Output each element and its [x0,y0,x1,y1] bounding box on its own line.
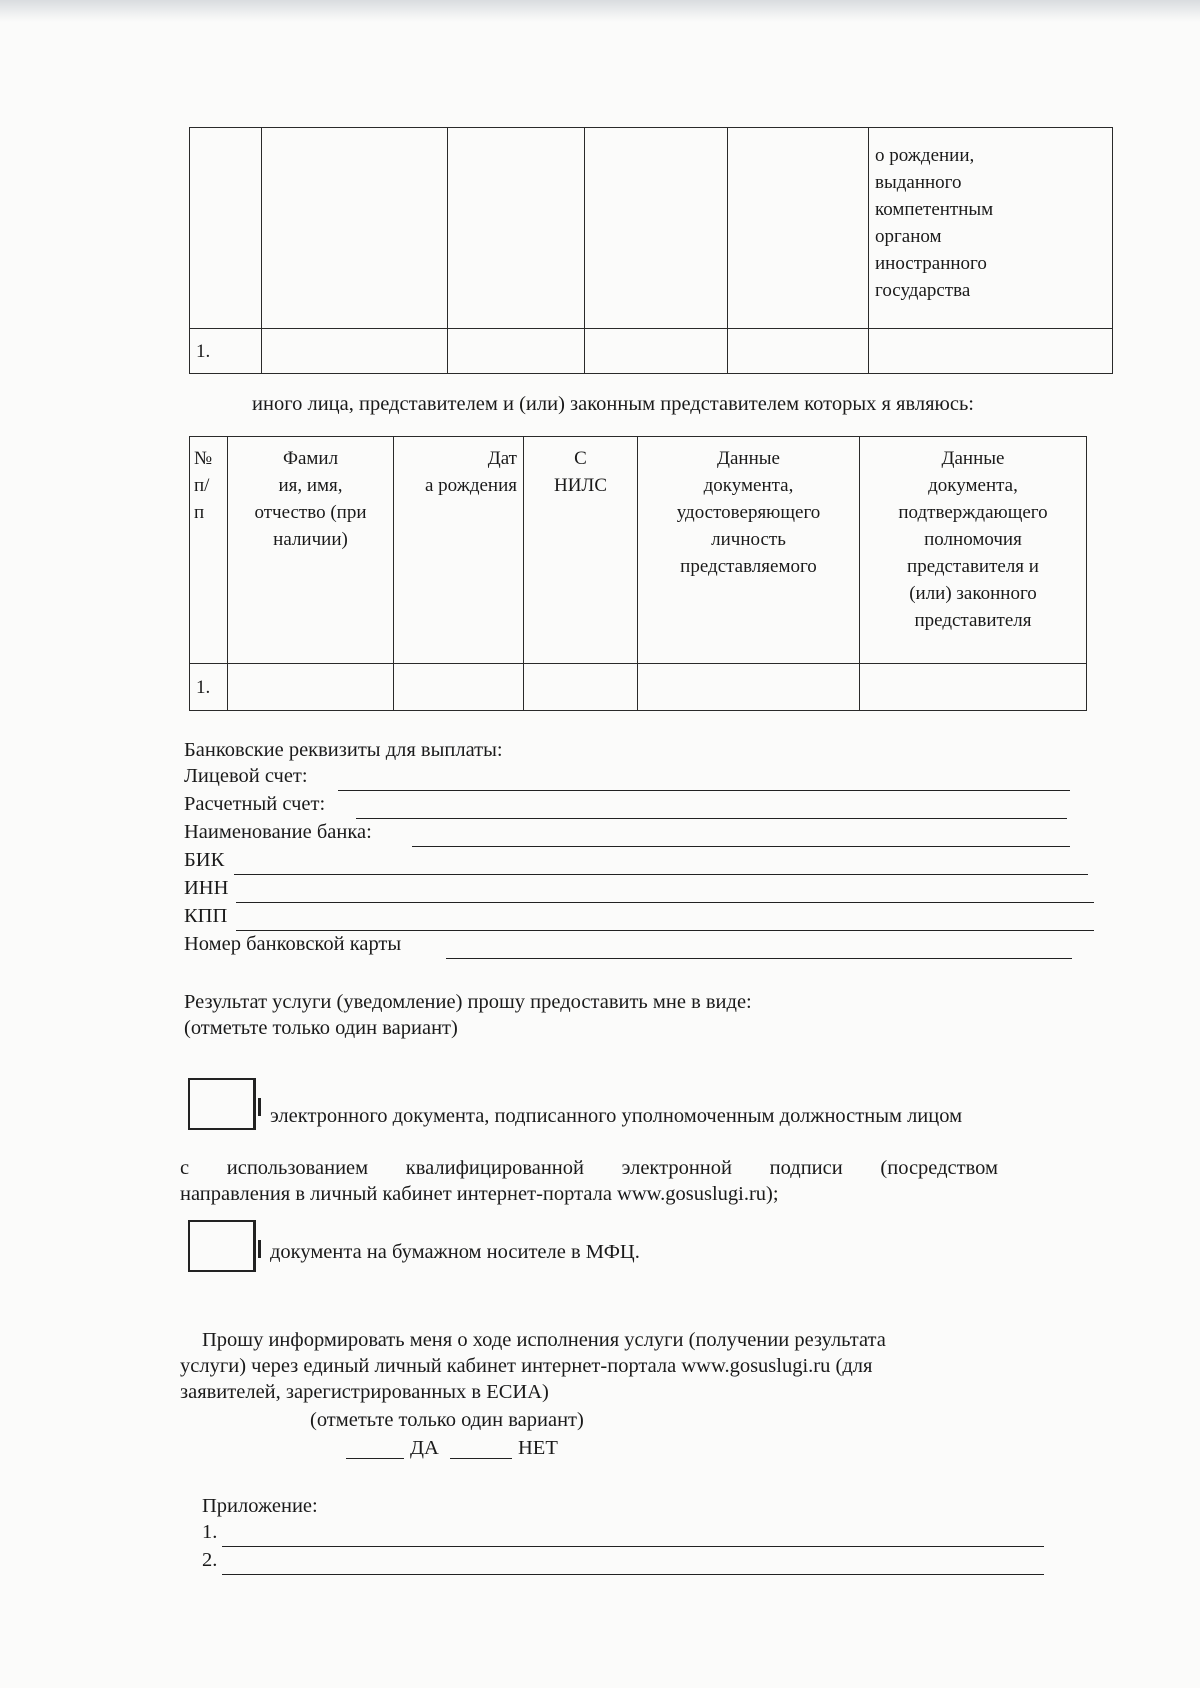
field-no[interactable] [450,1458,512,1459]
table-cell-empty[interactable] [394,664,524,711]
table-header-birth-certificate: о рождении, выданного компетентным органом иностранного государства [869,128,1113,329]
table-cell [190,128,262,329]
label-no: НЕТ [518,1437,558,1459]
table-cell-empty[interactable] [638,664,860,711]
label-bik: БИК [184,849,225,871]
label-settlement-account: Расчетный счет: [184,793,326,815]
field-kpp[interactable] [236,930,1094,931]
field-card-number[interactable] [446,958,1072,959]
table-cell-empty[interactable] [524,664,638,711]
scan-top-shadow [0,0,1200,22]
children-table-continued [189,127,1113,374]
inform-text-1: Прошу информировать меня о ходе исполнения услуги (получении результата [202,1329,886,1351]
field-attachment-2[interactable] [222,1574,1044,1575]
table-cell-empty[interactable] [585,329,728,374]
row-number: 1. [190,664,228,711]
table-cell [262,128,448,329]
checkbox-electronic[interactable] [188,1078,256,1130]
field-personal-account[interactable] [338,790,1070,791]
attachment-item-2: 2. [202,1549,218,1571]
option-electronic-text-end: направления в личный кабинет интернет-портала www.gosuslugi.ru); [180,1183,779,1205]
field-yes[interactable] [346,1458,404,1459]
table-cell-empty[interactable] [860,664,1087,711]
result-text: Результат услуги (уведомление) прошу предоставить мне в виде: [184,991,752,1013]
label-bank-name: Наименование банка: [184,821,372,843]
table-row [190,664,1087,711]
header-number: № п/ п [190,437,228,664]
attachment-item-1: 1. [202,1521,218,1543]
header-identity-document: Данные документа, удостоверяющего личность представляемого [638,437,860,664]
label-kpp: КПП [184,905,228,927]
table-header-row [190,437,1087,664]
field-inn[interactable] [236,902,1094,903]
field-bik[interactable] [234,874,1088,875]
table-cell [448,128,585,329]
row-number: 1. [190,329,262,374]
label-inn: ИНН [184,877,229,899]
table-cell-empty[interactable] [262,329,448,374]
header-birth-date: Дат а рождения [394,437,524,664]
header-authority-document: Данные документа, подтверждающего полномочия представителя и (или) законного представителя [860,437,1087,664]
represented-persons-table [189,436,1087,711]
field-attachment-1[interactable] [222,1546,1044,1547]
inform-hint: (отметьте только один вариант) [310,1409,584,1431]
header-full-name: Фамил ия, имя, отчество (при наличии) [228,437,394,664]
option-electronic-text-cont: с использованием квалифицированной электронной подписи (посредством [180,1157,998,1179]
attachment-title: Приложение: [202,1495,318,1517]
table-cell-empty[interactable] [448,329,585,374]
field-settlement-account[interactable] [356,818,1067,819]
label-card-number: Номер банковской карты [184,933,402,955]
table-cell [728,128,869,329]
option-electronic-text: электронного документа, подписанного уполномоченным должностным лицом [270,1105,963,1127]
field-bank-name[interactable] [412,846,1070,847]
table-row [190,329,1113,374]
option-paper-text: документа на бумажном носителе в МФЦ. [270,1241,640,1263]
header-snils: С НИЛС [524,437,638,664]
table-cell-empty[interactable] [228,664,394,711]
label-yes: ДА [410,1437,439,1459]
table-cell [585,128,728,329]
intro-text: иного лица, представителем и (или) законным представителем которых я являюсь: [252,393,974,415]
table-row [190,128,1113,329]
inform-text-3: заявителей, зарегистрированных в ЕСИА) [180,1381,549,1403]
inform-text-2: услуги) через единый личный кабинет интернет-портала www.gosuslugi.ru (для [180,1355,873,1377]
checkbox-paper[interactable] [188,1220,256,1272]
table-cell-empty[interactable] [869,329,1113,374]
table-cell-empty[interactable] [728,329,869,374]
result-hint: (отметьте только один вариант) [184,1017,458,1039]
label-personal-account: Лицевой счет: [184,765,308,787]
bank-title: Банковские реквизиты для выплаты: [184,739,503,761]
